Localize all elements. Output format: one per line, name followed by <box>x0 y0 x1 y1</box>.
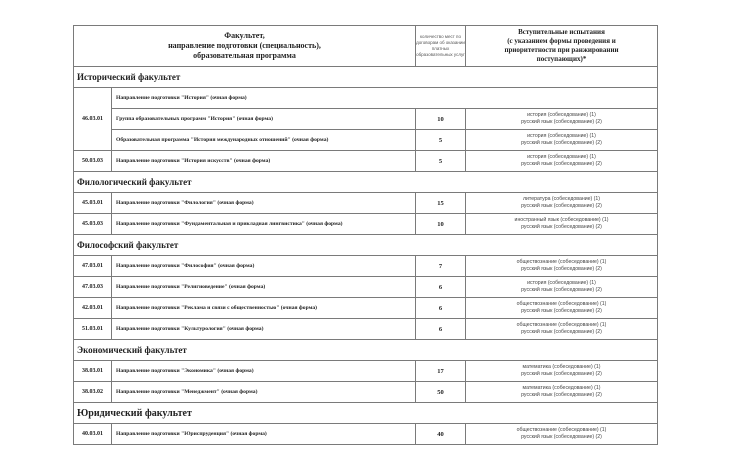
exam-item: обществознание (собеседование) (1) <box>516 301 607 307</box>
program-name: Направление подготовки "Культурология" (очная форма) <box>112 319 416 340</box>
faculty-heading: Юридический факультет <box>74 403 658 424</box>
program-name: Направление подготовки "Религиоведение" (очная форма) <box>112 277 416 298</box>
exam-item: русский язык (собеседование) (2) <box>521 140 602 146</box>
table-row <box>74 382 658 403</box>
exam-item: русский язык (собеседование) (2) <box>521 287 602 293</box>
faculty-heading: Философский факультет <box>74 235 658 256</box>
exam-item: русский язык (собеседование) (2) <box>521 161 602 167</box>
table-row <box>74 151 658 172</box>
program-name: Направление подготовки "Филология" (очная форма) <box>112 193 416 214</box>
program-code: 47.03.01 <box>74 256 112 277</box>
exam-item: история (собеседование) (1) <box>527 280 596 286</box>
header-exams-line: приоритетности при ранжировании <box>504 46 619 54</box>
table-row <box>74 298 658 319</box>
header-exams <box>466 26 658 67</box>
entrance-exams <box>466 382 658 403</box>
seats-count: 10 <box>416 214 466 235</box>
program-name: Направление подготовки "История искусств" (очная форма) <box>112 151 416 172</box>
exam-item: русский язык (собеседование) (2) <box>521 203 602 209</box>
seats-count: 40 <box>416 424 466 445</box>
exam-item: история (собеседование) (1) <box>527 154 596 160</box>
program-code: 42.03.01 <box>74 298 112 319</box>
seats-count: 10 <box>416 109 466 130</box>
admission-table <box>73 25 658 445</box>
program-code: 45.03.03 <box>74 214 112 235</box>
program-code: 50.03.03 <box>74 151 112 172</box>
entrance-exams <box>466 361 658 382</box>
table-row <box>74 424 658 445</box>
table-row <box>74 193 658 214</box>
table-row <box>74 130 658 151</box>
program-name: Направление подготовки "Менеджмент" (очная форма) <box>112 382 416 403</box>
program-name: Направление подготовки "Юриспруденция" (очная форма) <box>112 424 416 445</box>
program-code: 46.03.01 <box>74 88 112 151</box>
exam-item: русский язык (собеседование) (2) <box>521 392 602 398</box>
entrance-exams <box>466 214 658 235</box>
exam-item: математика (собеседование) (1) <box>522 364 601 370</box>
seats-count: 5 <box>416 130 466 151</box>
entrance-exams <box>466 151 658 172</box>
table-row <box>74 256 658 277</box>
program-name: Направление подготовки "Реклама и связи с общественностью" (очная форма) <box>112 298 416 319</box>
exam-item: русский язык (собеседование) (2) <box>521 119 602 125</box>
program-name: Образовательная программа "История международных отношений" (очная форма) <box>112 130 416 151</box>
program-name: Направление подготовки "Экономика" (очная форма) <box>112 361 416 382</box>
program-name: Направление подготовки "Фундаментальная и прикладная лингвистика" (очная форма) <box>112 214 416 235</box>
exam-item: русский язык (собеседование) (2) <box>521 266 602 272</box>
program-code: 45.03.01 <box>74 193 112 214</box>
table-row <box>74 319 658 340</box>
exam-item: русский язык (собеседование) (2) <box>521 308 602 314</box>
entrance-exams <box>466 130 658 151</box>
exam-item: русский язык (собеседование) (2) <box>521 224 602 230</box>
exam-item: иностранный язык (собеседование) (1) <box>514 217 609 223</box>
faculty-heading: Исторический факультет <box>74 67 658 88</box>
program-code: 38.03.01 <box>74 361 112 382</box>
exam-item: история (собеседование) (1) <box>527 112 596 118</box>
entrance-exams <box>466 256 658 277</box>
seats-count: 15 <box>416 193 466 214</box>
table-row <box>74 277 658 298</box>
exam-item: русский язык (собеседование) (2) <box>521 371 602 377</box>
header-exams-line: Вступительные испытания <box>518 28 605 36</box>
exam-item: обществознание (собеседование) (1) <box>516 427 607 433</box>
exam-item: литература (собеседование) (1) <box>522 196 601 202</box>
table-header-row <box>74 26 658 67</box>
header-exams-line: поступающих)* <box>536 55 587 63</box>
exam-item: математика (собеседование) (1) <box>522 385 601 391</box>
faculty-heading: Филологический факультет <box>74 172 658 193</box>
header-program-line: Факультет, <box>224 31 265 40</box>
seats-count: 17 <box>416 361 466 382</box>
seats-count: 5 <box>416 151 466 172</box>
exam-item: история (собеседование) (1) <box>527 133 596 139</box>
program-name: Направление подготовки "Философия" (очная форма) <box>112 256 416 277</box>
table-row <box>74 109 658 130</box>
program-name: Группа образовательных программ "История" (очная форма) <box>112 109 416 130</box>
header-seats: количество мест по договорам об оказании платных образовательных услуг <box>416 26 466 67</box>
program-name: Направление подготовки "История" (очная форма) <box>112 88 658 109</box>
table-row <box>74 361 658 382</box>
header-program <box>74 26 416 67</box>
exam-item: русский язык (собеседование) (2) <box>521 329 602 335</box>
table-row <box>74 88 658 109</box>
program-code: 40.03.01 <box>74 424 112 445</box>
seats-count: 6 <box>416 277 466 298</box>
entrance-exams <box>466 277 658 298</box>
seats-count: 6 <box>416 298 466 319</box>
entrance-exams <box>466 298 658 319</box>
exam-item: обществознание (собеседование) (1) <box>516 259 607 265</box>
exam-item: русский язык (собеседование) (2) <box>521 434 602 440</box>
seats-count: 7 <box>416 256 466 277</box>
entrance-exams <box>466 424 658 445</box>
entrance-exams <box>466 319 658 340</box>
header-program-line: направление подготовки (специальность), <box>168 41 321 50</box>
program-code: 38.03.02 <box>74 382 112 403</box>
seats-count: 6 <box>416 319 466 340</box>
faculty-heading: Экономический факультет <box>74 340 658 361</box>
exam-item: обществознание (собеседование) (1) <box>516 322 607 328</box>
program-code: 47.03.03 <box>74 277 112 298</box>
program-code: 51.03.01 <box>74 319 112 340</box>
seats-count: 50 <box>416 382 466 403</box>
header-program-line: образовательная программа <box>193 51 296 60</box>
table-row <box>74 214 658 235</box>
entrance-exams <box>466 109 658 130</box>
entrance-exams <box>466 193 658 214</box>
header-exams-line: (с указанием формы проведения и <box>507 37 616 45</box>
